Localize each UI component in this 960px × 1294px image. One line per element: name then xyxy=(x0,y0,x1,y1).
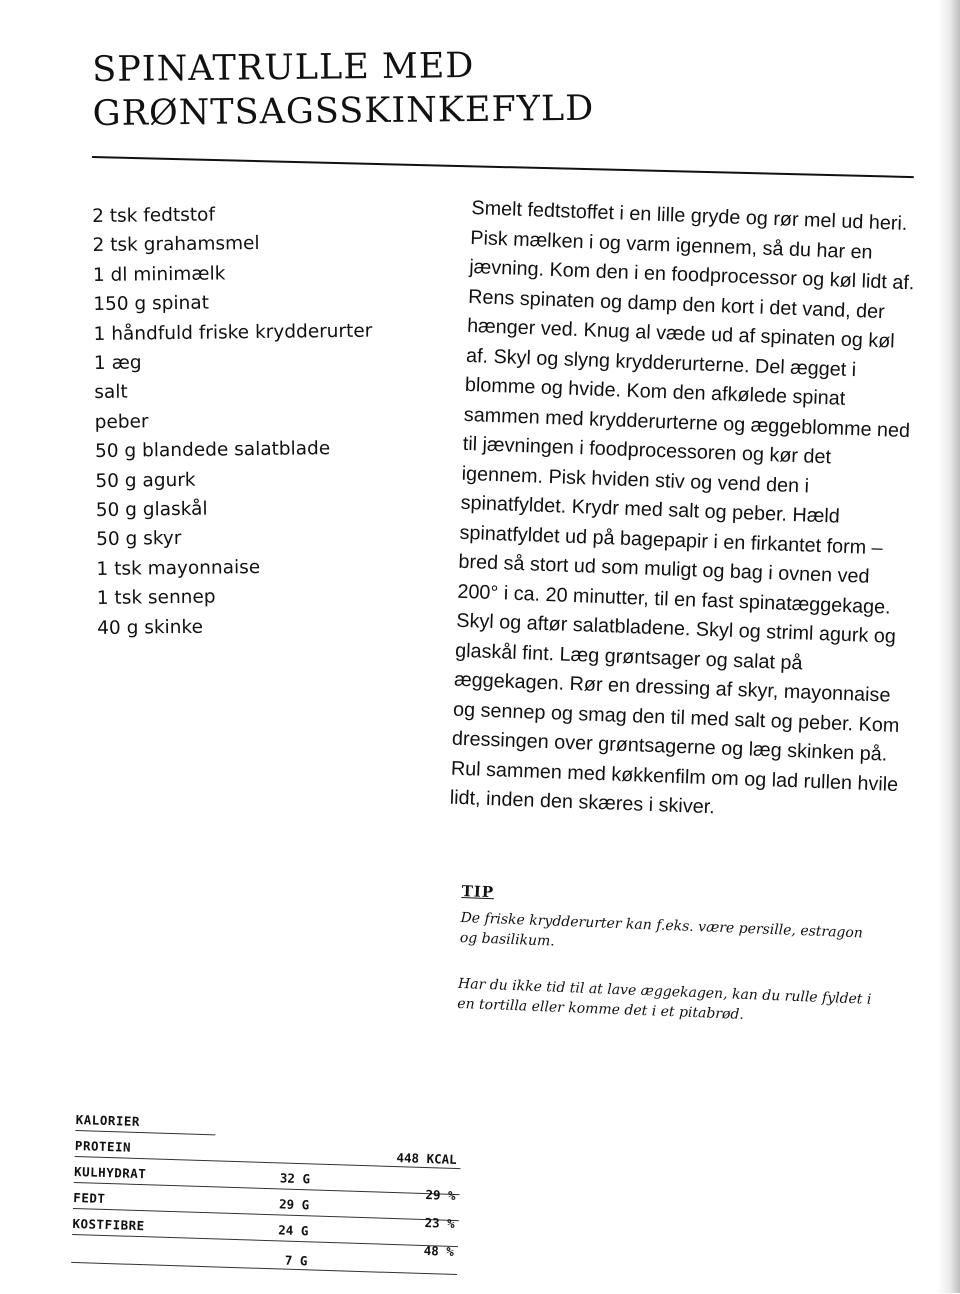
recipe-title xyxy=(92,43,594,136)
ingredient-item: 1 æg xyxy=(93,352,142,375)
tip-text-1: De friske krydderurter kan f.eks. være persille, estragon og basilikum. xyxy=(459,909,864,950)
nutrition-protein-grams: 32 G xyxy=(279,1170,311,1187)
nutrition-rule xyxy=(75,1130,215,1135)
nutrition-rule xyxy=(72,1234,458,1247)
nutrition-kostfibre-grams: 7 G xyxy=(284,1252,308,1269)
ingredient-item: 50 g skyr xyxy=(96,528,182,551)
ingredient-item: 1 tsk mayonnaise xyxy=(96,556,261,580)
ingredient-item: peber xyxy=(94,411,149,433)
recipe-title-line-1: SPINATRULLE MED xyxy=(92,45,475,90)
ingredient-item: 40 g skinke xyxy=(97,616,204,639)
nutrition-label-kostfibre: KOSTFIBRE xyxy=(72,1215,145,1234)
tip-text-2: Har du ikke tid til at lave æggekagen, kan du rulle fyldet i en tortilla eller komme det i et pitabrød. xyxy=(457,975,872,1023)
nutrition-label-kulhydrat: KULHYDRAT xyxy=(73,1163,147,1182)
nutrition-fedt-grams: 24 G xyxy=(278,1222,309,1239)
nutrition-label-kalorier: KALORIER xyxy=(75,1112,141,1130)
nutrition-label-protein: PROTEIN xyxy=(74,1137,132,1155)
page-edge-shadow xyxy=(938,0,960,1293)
ingredient-item: 150 g spinat xyxy=(93,292,210,316)
ingredient-item: 50 g agurk xyxy=(95,469,196,492)
nutrition-fedt-percent: 48 % xyxy=(423,1242,455,1259)
ingredient-item: 50 g blandede salatblade xyxy=(94,438,331,463)
ingredient-item: 1 dl minimælk xyxy=(92,263,226,286)
nutrition-kulhydrat-grams: 29 G xyxy=(278,1196,310,1213)
nutrition-rule xyxy=(74,1182,460,1195)
ingredient-item: 1 tsk sennep xyxy=(96,586,216,610)
ingredient-item: 1 håndfuld friske krydderurter xyxy=(93,320,373,345)
nutrition-label-fedt: FEDT xyxy=(73,1189,106,1206)
method-text: Smelt fedtstoffet i en lille gryde og rør mel ud heri. Pisk mælken i og varm igennem, så du har en jævning. Kom den i en foodprocessor og køl lidt af. Rens spinaten og damp den kort i det vand, der hænger ved. Knug al væde ud af spinaten og køl af. Skyl og slyng krydderurterne. Del ægget i blomme og hvide. Kom den afkølede spinat sammen med krydderurterne og æggeblomme ned til jævningen i foodprocessoren og kør det igennem. Pisk hviden stiv og vend den i spinatfyldet. Krydr med salt og peber. Hæld spinatfyldet ud på bagepapir i en firkantet form – bred så stort ud som muligt og bag i ovnen ved 200° i ca. 20 minutter, til en fast spinatæggekage. Skyl og aftør salatbladene. Skyl og striml agurk og glaskål fint. Læg grøntsager og salat på æggekagen. Rør en dressing af skyr, mayonnaise og sennep og smag den til med salt og peber. Kom dressingen over grøntsagerne og læg skinken på. Rul sammen med køkkenfilm om og lad rullen hvile lidt, inden den skæres i skiver. xyxy=(449,196,915,819)
title-divider xyxy=(92,156,914,178)
nutrition-energy-value: 448 KCAL xyxy=(396,1150,457,1167)
ingredient-item: 50 g glaskål xyxy=(95,498,208,522)
nutrition-protein-percent: 29 % xyxy=(425,1187,456,1203)
nutrition-table xyxy=(71,1112,462,1294)
tip-box xyxy=(456,882,882,1056)
ingredient-item: 2 tsk grahamsmel xyxy=(92,233,260,257)
ingredient-list xyxy=(92,199,376,643)
nutrition-kulhydrat-percent: 23 % xyxy=(424,1215,455,1231)
nutrition-rule xyxy=(71,1262,457,1275)
tip-heading: TIP xyxy=(461,882,495,902)
ingredient-item: 2 tsk fedtstof xyxy=(92,204,216,227)
ingredient-item: salt xyxy=(94,382,128,404)
recipe-title-line-2: GRØNTSAGSSKINKEFYLD xyxy=(92,88,595,134)
